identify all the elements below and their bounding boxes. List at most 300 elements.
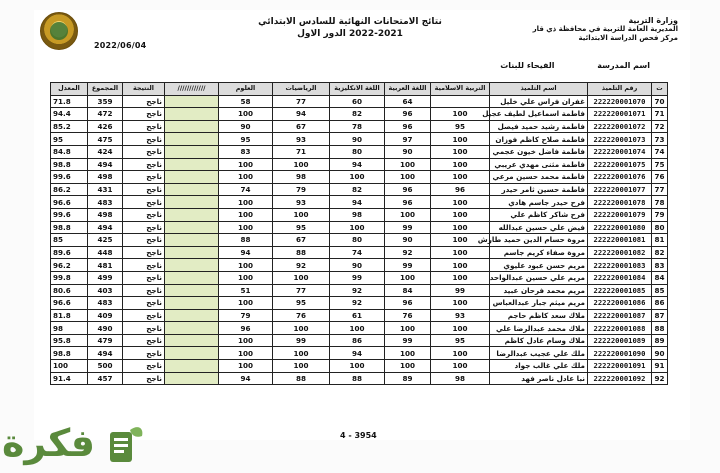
cell-english: 78 [330,120,385,133]
cell-exam-no: 222220001083 [588,259,652,272]
header-english: اللغة الانكليزية [330,83,385,96]
table-row [51,120,668,133]
cell-blank [165,297,219,310]
cell-islamic: 100 [431,221,490,234]
cell-seq: 87 [652,309,668,322]
cell-total: 425 [88,234,123,247]
cell-name: ملك علي غالب جواد [490,360,588,373]
cell-arabic: 100 [385,360,431,373]
cell-math: 100 [273,360,330,373]
cell-english: 90 [330,133,385,146]
cell-math: 92 [273,259,330,272]
cell-result: ناجح [123,208,165,221]
cell-science: 88 [219,234,273,247]
cell-seq: 82 [652,246,668,259]
cell-seq: 79 [652,208,668,221]
cell-total: 483 [88,196,123,209]
ministry-seal-icon [40,12,78,50]
table-row [51,372,668,385]
cell-name: فاطمة مثنى مهدي عريبي [490,158,588,171]
cell-math: 100 [273,271,330,284]
cell-total: 494 [88,221,123,234]
watermark-text: فكرة [2,421,96,465]
cell-islamic: 100 [431,234,490,247]
cell-result: ناجح [123,221,165,234]
cell-average: 96.6 [51,196,88,209]
cell-seq: 81 [652,234,668,247]
cell-seq: 92 [652,372,668,385]
cell-seq: 73 [652,133,668,146]
cell-name: فاطمة رشيد حميد فيصل [490,120,588,133]
cell-science: 83 [219,145,273,158]
cell-arabic: 100 [385,158,431,171]
cell-islamic [431,95,490,108]
cell-result: ناجح [123,95,165,108]
cell-blank [165,221,219,234]
cell-english: 61 [330,309,385,322]
cell-islamic: 98 [431,372,490,385]
cell-science: 100 [219,221,273,234]
cell-math: 67 [273,234,330,247]
cell-islamic: 100 [431,259,490,272]
cell-name: فاطمة محمد حسين مرعي [490,171,588,184]
cell-islamic: 100 [431,133,490,146]
cell-average: 99.6 [51,208,88,221]
table-row [51,183,668,196]
cell-english: 82 [330,108,385,121]
cell-average: 94.4 [51,108,88,121]
cell-english: 99 [330,271,385,284]
cell-name: مريم ميثم جبار عبدالعباس [490,297,588,310]
cell-total: 424 [88,145,123,158]
cell-islamic: 100 [431,322,490,335]
cell-exam-no: 222220001080 [588,221,652,234]
cell-arabic: 99 [385,221,431,234]
cell-result: ناجح [123,271,165,284]
header-result: النتيجة [123,83,165,96]
cell-exam-no: 222220001072 [588,120,652,133]
cell-name: مريم محمد فرحان عبيد [490,284,588,297]
cell-math: 77 [273,95,330,108]
cell-arabic: 76 [385,309,431,322]
table-row [51,259,668,272]
cell-result: ناجح [123,372,165,385]
cell-total: 479 [88,334,123,347]
cell-average: 95.8 [51,334,88,347]
cell-result: ناجح [123,171,165,184]
cell-islamic: 95 [431,334,490,347]
cell-math: 77 [273,284,330,297]
header-average: المعدل [51,83,88,96]
cell-english: 90 [330,259,385,272]
cell-arabic: 99 [385,334,431,347]
cell-result: ناجح [123,158,165,171]
cell-total: 498 [88,208,123,221]
cell-math: 99 [273,334,330,347]
cell-arabic: 84 [385,284,431,297]
cell-science: 100 [219,259,273,272]
cell-islamic: 93 [431,309,490,322]
cell-science: 100 [219,334,273,347]
cell-average: 80.6 [51,284,88,297]
cell-name: فرح شاكر كاظم علي [490,208,588,221]
cell-english: 94 [330,196,385,209]
cell-blank [165,234,219,247]
cell-islamic: 100 [431,108,490,121]
cell-arabic: 89 [385,372,431,385]
cell-seq: 71 [652,108,668,121]
cell-math: 100 [273,347,330,360]
table-row [51,221,668,234]
cell-total: 483 [88,297,123,310]
cell-total: 481 [88,259,123,272]
cell-islamic: 100 [431,347,490,360]
cell-result: ناجح [123,196,165,209]
cell-science: 74 [219,183,273,196]
cell-average: 85.2 [51,120,88,133]
cell-name: مروة صفاء كريم جاسم [490,246,588,259]
cell-science: 100 [219,196,273,209]
cell-result: ناجح [123,183,165,196]
cell-english: 92 [330,297,385,310]
cell-exam-no: 222220001082 [588,246,652,259]
cell-math: 79 [273,183,330,196]
ministry-name: وزارة التربية [628,16,678,25]
cell-result: ناجح [123,322,165,335]
cell-exam-no: 222220001070 [588,95,652,108]
cell-total: 494 [88,158,123,171]
cell-arabic: 97 [385,133,431,146]
cell-name: نبا عادل ناصر فهد [490,372,588,385]
cell-math: 100 [273,208,330,221]
cell-average: 99.8 [51,271,88,284]
table-row [51,271,668,284]
cell-islamic: 100 [431,196,490,209]
cell-math: 94 [273,108,330,121]
cell-science: 95 [219,133,273,146]
cell-blank [165,133,219,146]
directorate-name: المديرية العامة للتربية في محافظة ذي قار [532,25,678,33]
cell-science: 100 [219,158,273,171]
school-name: الفيحاء للبنات [500,61,555,70]
cell-exam-no: 222220001081 [588,234,652,247]
cell-average: 85 [51,234,88,247]
table-row [51,347,668,360]
cell-english: 60 [330,95,385,108]
cell-blank [165,208,219,221]
table-row [51,95,668,108]
cell-average: 91.4 [51,372,88,385]
cell-seq: 80 [652,221,668,234]
cell-science: 96 [219,322,273,335]
cell-arabic: 100 [385,208,431,221]
cell-arabic: 96 [385,120,431,133]
header-seq: ت [652,83,668,96]
cell-english: 80 [330,145,385,158]
table-row [51,133,668,146]
cell-total: 499 [88,271,123,284]
cell-science: 79 [219,309,273,322]
cell-science: 100 [219,347,273,360]
page-code: 4 - 3954 [340,431,377,440]
header-exam-no: رقم التلميذ [588,83,652,96]
cell-result: ناجح [123,284,165,297]
cell-islamic: 99 [431,284,490,297]
cell-math: 88 [273,372,330,385]
cell-blank [165,95,219,108]
cell-english: 82 [330,183,385,196]
cell-english: 100 [330,322,385,335]
cell-english: 86 [330,334,385,347]
cell-total: 426 [88,120,123,133]
cell-math: 67 [273,120,330,133]
cell-science: 100 [219,171,273,184]
table-row [51,234,668,247]
table-row [51,145,668,158]
cell-arabic: 100 [385,171,431,184]
cell-exam-no: 222220001089 [588,334,652,347]
cell-average: 89.6 [51,246,88,259]
cell-english: 92 [330,284,385,297]
cell-result: ناجح [123,145,165,158]
cell-arabic: 96 [385,196,431,209]
table-row [51,334,668,347]
cell-science: 94 [219,246,273,259]
table-body [51,95,668,385]
cell-name: فيض علي حسين عبدالله [490,221,588,234]
cell-name: مروة حسام الدين حميد طارش [490,234,588,247]
cell-average: 99.6 [51,171,88,184]
cell-result: ناجح [123,133,165,146]
cell-seq: 88 [652,322,668,335]
cell-exam-no: 222220001071 [588,108,652,121]
cell-arabic: 92 [385,246,431,259]
cell-name: فاطمة حسين ثامر حيدر [490,183,588,196]
cell-math: 93 [273,133,330,146]
cell-science: 58 [219,95,273,108]
cell-blank [165,145,219,158]
cell-blank [165,120,219,133]
cell-arabic: 100 [385,271,431,284]
cell-blank [165,347,219,360]
cell-seq: 90 [652,347,668,360]
cell-science: 100 [219,297,273,310]
cell-average: 98 [51,322,88,335]
cell-arabic: 96 [385,108,431,121]
cell-name: ملاك محمد عبدالرضا علي [490,322,588,335]
seal-center [50,22,68,40]
cell-english: 80 [330,234,385,247]
cell-islamic: 100 [431,360,490,373]
cell-total: 457 [88,372,123,385]
cell-average: 96.2 [51,259,88,272]
cell-science: 100 [219,208,273,221]
cell-seq: 77 [652,183,668,196]
school-row [460,61,650,70]
cell-arabic: 99 [385,259,431,272]
cell-arabic: 90 [385,145,431,158]
cell-average: 98.8 [51,158,88,171]
cell-islamic: 96 [431,183,490,196]
cell-name: ملاك سعد كاظم حاجم [490,309,588,322]
header-blank: //////////// [165,83,219,96]
cell-exam-no: 222220001085 [588,284,652,297]
cell-math: 76 [273,309,330,322]
cell-math: 71 [273,145,330,158]
cell-exam-no: 222220001092 [588,372,652,385]
issuer-block [508,16,678,43]
cell-seq: 85 [652,284,668,297]
cell-average: 96.6 [51,297,88,310]
cell-exam-no: 222220001076 [588,171,652,184]
cell-math: 95 [273,221,330,234]
cell-exam-no: 222220001088 [588,322,652,335]
cell-result: ناجح [123,234,165,247]
cell-name: مريم علي حسين عبدالواحد [490,271,588,284]
cell-blank [165,183,219,196]
cell-science: 100 [219,271,273,284]
cell-islamic: 100 [431,145,490,158]
cell-blank [165,246,219,259]
cell-exam-no: 222220001078 [588,196,652,209]
table-row [51,108,668,121]
cell-blank [165,271,219,284]
cell-science: 94 [219,372,273,385]
table-row [51,309,668,322]
cell-arabic: 100 [385,322,431,335]
cell-blank [165,158,219,171]
cell-islamic: 100 [431,297,490,310]
cell-blank [165,372,219,385]
title-line-1: نتائج الامتحانات النهائية للسادس الابتدائي [258,17,442,27]
cell-result: ناجح [123,347,165,360]
cell-blank [165,259,219,272]
cell-total: 494 [88,347,123,360]
cell-name: غفران فراس علي خليل [490,95,588,108]
cell-name: فاطمة صلاح كاظم فوزان [490,133,588,146]
cell-result: ناجح [123,334,165,347]
cell-seq: 86 [652,297,668,310]
table-row [51,360,668,373]
cell-total: 431 [88,183,123,196]
cell-exam-no: 222220001091 [588,360,652,373]
document-title [250,16,450,40]
cell-seq: 75 [652,158,668,171]
table-row [51,246,668,259]
cell-total: 448 [88,246,123,259]
cell-exam-no: 222220001077 [588,183,652,196]
cell-total: 403 [88,284,123,297]
cell-average: 84.8 [51,145,88,158]
cell-seq: 74 [652,145,668,158]
table-row [51,171,668,184]
cell-exam-no: 222220001084 [588,271,652,284]
cell-islamic: 100 [431,171,490,184]
cell-seq: 89 [652,334,668,347]
table-row [51,158,668,171]
cell-arabic: 96 [385,183,431,196]
title-line-2: 2022-2021 الدور الاول [297,29,403,39]
cell-name: فرح حيدر جاسم هادي [490,196,588,209]
cell-result: ناجح [123,120,165,133]
cell-seq: 70 [652,95,668,108]
cell-blank [165,309,219,322]
cell-total: 475 [88,133,123,146]
cell-islamic: 100 [431,158,490,171]
cell-name: فاطمة فاضل خيون عجمي [490,145,588,158]
cell-islamic: 95 [431,120,490,133]
header-total: المجموع [88,83,123,96]
cell-result: ناجح [123,108,165,121]
cell-blank [165,171,219,184]
table-row [51,322,668,335]
cell-total: 490 [88,322,123,335]
cell-blank [165,334,219,347]
cell-english: 100 [330,171,385,184]
cell-result: ناجح [123,360,165,373]
cell-total: 500 [88,360,123,373]
cell-exam-no: 222220001073 [588,133,652,146]
cell-math: 93 [273,196,330,209]
cell-islamic: 100 [431,246,490,259]
cell-english: 74 [330,246,385,259]
cell-seq: 72 [652,120,668,133]
cell-math: 100 [273,158,330,171]
cell-result: ناجح [123,259,165,272]
cell-average: 100 [51,360,88,373]
cell-average: 98.8 [51,221,88,234]
document-date: 2022/06/04 [94,41,147,50]
cell-science: 90 [219,120,273,133]
cell-science: 100 [219,108,273,121]
cell-seq: 83 [652,259,668,272]
cell-exam-no: 222220001074 [588,145,652,158]
cell-name: ملك علي عجيب عبدالرضا [490,347,588,360]
cell-english: 100 [330,221,385,234]
cell-average: 98.8 [51,347,88,360]
cell-arabic: 100 [385,347,431,360]
table-row [51,284,668,297]
header-name: اسم التلميذ [490,83,588,96]
cell-total: 498 [88,171,123,184]
cell-science: 100 [219,360,273,373]
cell-average: 95 [51,133,88,146]
cell-exam-no: 222220001075 [588,158,652,171]
table-header-row [51,83,668,96]
cell-math: 95 [273,297,330,310]
cell-math: 100 [273,322,330,335]
cell-islamic: 100 [431,208,490,221]
cell-blank [165,196,219,209]
cell-english: 94 [330,158,385,171]
cell-islamic: 100 [431,271,490,284]
cell-name: مريم حسن عبود عليوي [490,259,588,272]
cell-name: ملاك وسام عادل كاظم [490,334,588,347]
cell-seq: 78 [652,196,668,209]
cell-seq: 91 [652,360,668,373]
table-row [51,196,668,209]
cell-name: فاطمة اسماعيل لطيف عجيل [490,108,588,121]
document-leaf-icon [102,422,146,468]
cell-total: 359 [88,95,123,108]
header-science: العلوم [219,83,273,96]
cell-result: ناجح [123,246,165,259]
header-math: الرياضيات [273,83,330,96]
cell-arabic: 90 [385,234,431,247]
cell-english: 88 [330,372,385,385]
cell-blank [165,360,219,373]
cell-seq: 76 [652,171,668,184]
